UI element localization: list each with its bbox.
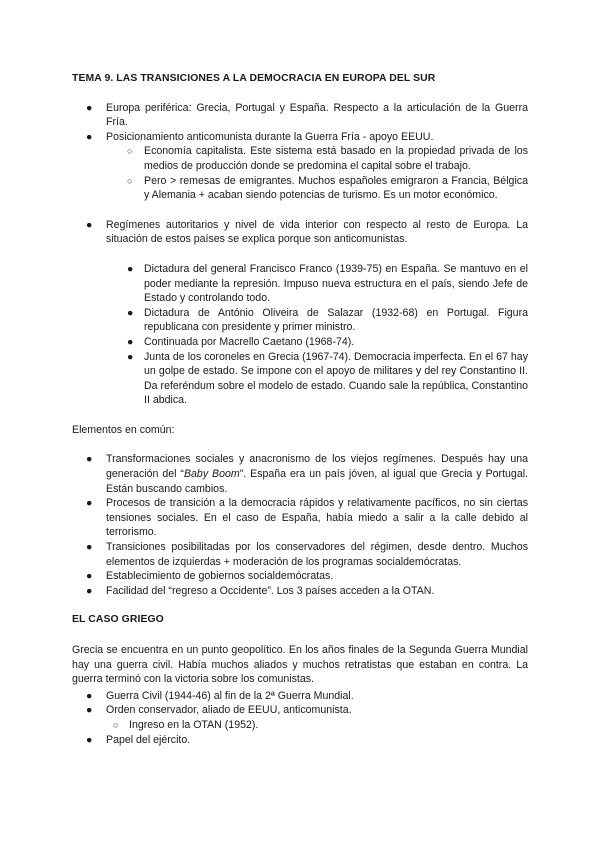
page-title: TEMA 9. LAS TRANSICIONES A LA DEMOCRACIA EN EUROPA DEL SUR [72, 73, 436, 84]
list-item: ● Establecimiento de gobiernos socialdemócratas. [86, 570, 334, 583]
bullet-icon: ● [86, 733, 93, 746]
list-item: ● Junta de los coroneles en Grecia (1967-74). Democracia imperfecta. En el 67 hay un golpe de estado. Se impone con el apoyo de militares y del rey Constantino II. Da referéndum sobre el modelo de estado. Cuando sale la república, Constantino II abdica. [127, 350, 528, 407]
bullet-icon: ● [86, 689, 93, 702]
greek-paragraph: Grecia se encuentra en un punto geopolítico. En los años finales de la Segunda Guerra Mundial hay una guerra civil. Había muchos aliados y muchos retratistas que estaban en contra. La guerra terminó con la victoria sobre los comunistas. [72, 644, 528, 686]
dictatorships-list [72, 262, 528, 408]
list-item: ● Dictadura de António Oliveira de Salazar (1932-68) en Portugal. Figura republicana con presidente y primer ministro. [127, 306, 528, 334]
bullet-icon: ● [86, 453, 93, 466]
regimes-list [72, 218, 528, 247]
section-heading: EL CASO GRIEGO [72, 614, 164, 626]
bullet-icon: ● [86, 704, 93, 717]
common-list [72, 452, 528, 598]
hollow-bullet-icon: ○ [127, 175, 133, 186]
list-item: ● Orden conservador, aliado de EEUU, anticomunista. [86, 704, 352, 717]
list-item: ● Procesos de transición a la democracia rápidos y relativamente pacíficos, no sin ciertas tensiones sociales. En el caso de España, había miedo a salir a la calle debido al terrorismo. [86, 497, 528, 539]
bullet-icon: ● [86, 541, 93, 554]
bullet-icon: ● [86, 497, 93, 510]
list-item: ● Transformaciones sociales y anacronismo de los viejos regímenes. Después hay una generación del “Baby Boom”. España era un país jóven, al igual que Grecia y Portugal. Están buscando cambios. [86, 453, 529, 495]
list-item: ● Continuada por Macrello Caetano (1968-74). [127, 335, 355, 348]
hollow-bullet-icon: ○ [127, 146, 133, 157]
sub-list-item: ○ Economía capitalista. Este sistema está basado en la propiedad privada de los medios de producción donde se predomina el capital sobre el trabajo. [127, 145, 528, 172]
greek-list [72, 689, 528, 747]
intro-list [72, 101, 528, 203]
list-item: ● Europa periférica: Grecia, Portugal y España. Respecto a la articulación de la Guerra Fría. [86, 101, 528, 129]
bullet-icon: ● [127, 335, 134, 348]
list-item: ● Transiciones posibilitadas por los conservadores del régimen, desde dentro. Muchos elementos de izquierdas + moderación de los programas socialdemócratas. [86, 541, 528, 568]
list-item: ● Guerra Civil (1944-46) al fin de la 2ª Guerra Mundial. [86, 689, 354, 702]
list-item: ● Dictadura del general Francisco Franco (1939-75) en España. Se mantuvo en el poder mediante la represión. Impuso nueva estructura en el país, siendo Jefe de Estado y controlando todo. [127, 262, 528, 305]
bullet-icon: ● [86, 584, 93, 597]
bullet-icon: ● [86, 130, 93, 143]
list-item: ● Facilidad del “regreso a Occidente”. Los 3 países acceden a la OTAN. [86, 584, 435, 597]
bullet-icon: ● [127, 262, 134, 275]
list-item: ● Regímenes autoritarios y nivel de vida interior con respecto al resto de Europa. La situación de estos países se explica porque son anticomunistas. [86, 218, 528, 246]
hollow-bullet-icon: ○ [113, 719, 119, 730]
list-item: ● Papel del ejército. [86, 733, 191, 746]
bullet-icon: ● [86, 218, 93, 231]
bullet-icon: ● [127, 306, 134, 319]
bullet-icon: ● [127, 350, 134, 363]
sub-list-item: ○ Pero > remesas de emigrantes. Muchos españoles emigraron a Francia, Bélgica y Alemania + acaban siendo potencias de turismo. Es un motor económico. [127, 174, 528, 202]
bullet-icon: ● [86, 101, 93, 114]
common-heading: Elementos en común: [72, 423, 175, 436]
document-page [72, 72, 528, 747]
sub-list-item: ○ Ingreso en la OTAN (1952). [113, 718, 259, 731]
list-item: ● Posicionamiento anticomunista durante la Guerra Fría - apoyo EEUU. [86, 130, 434, 143]
bullet-icon: ● [86, 570, 93, 583]
